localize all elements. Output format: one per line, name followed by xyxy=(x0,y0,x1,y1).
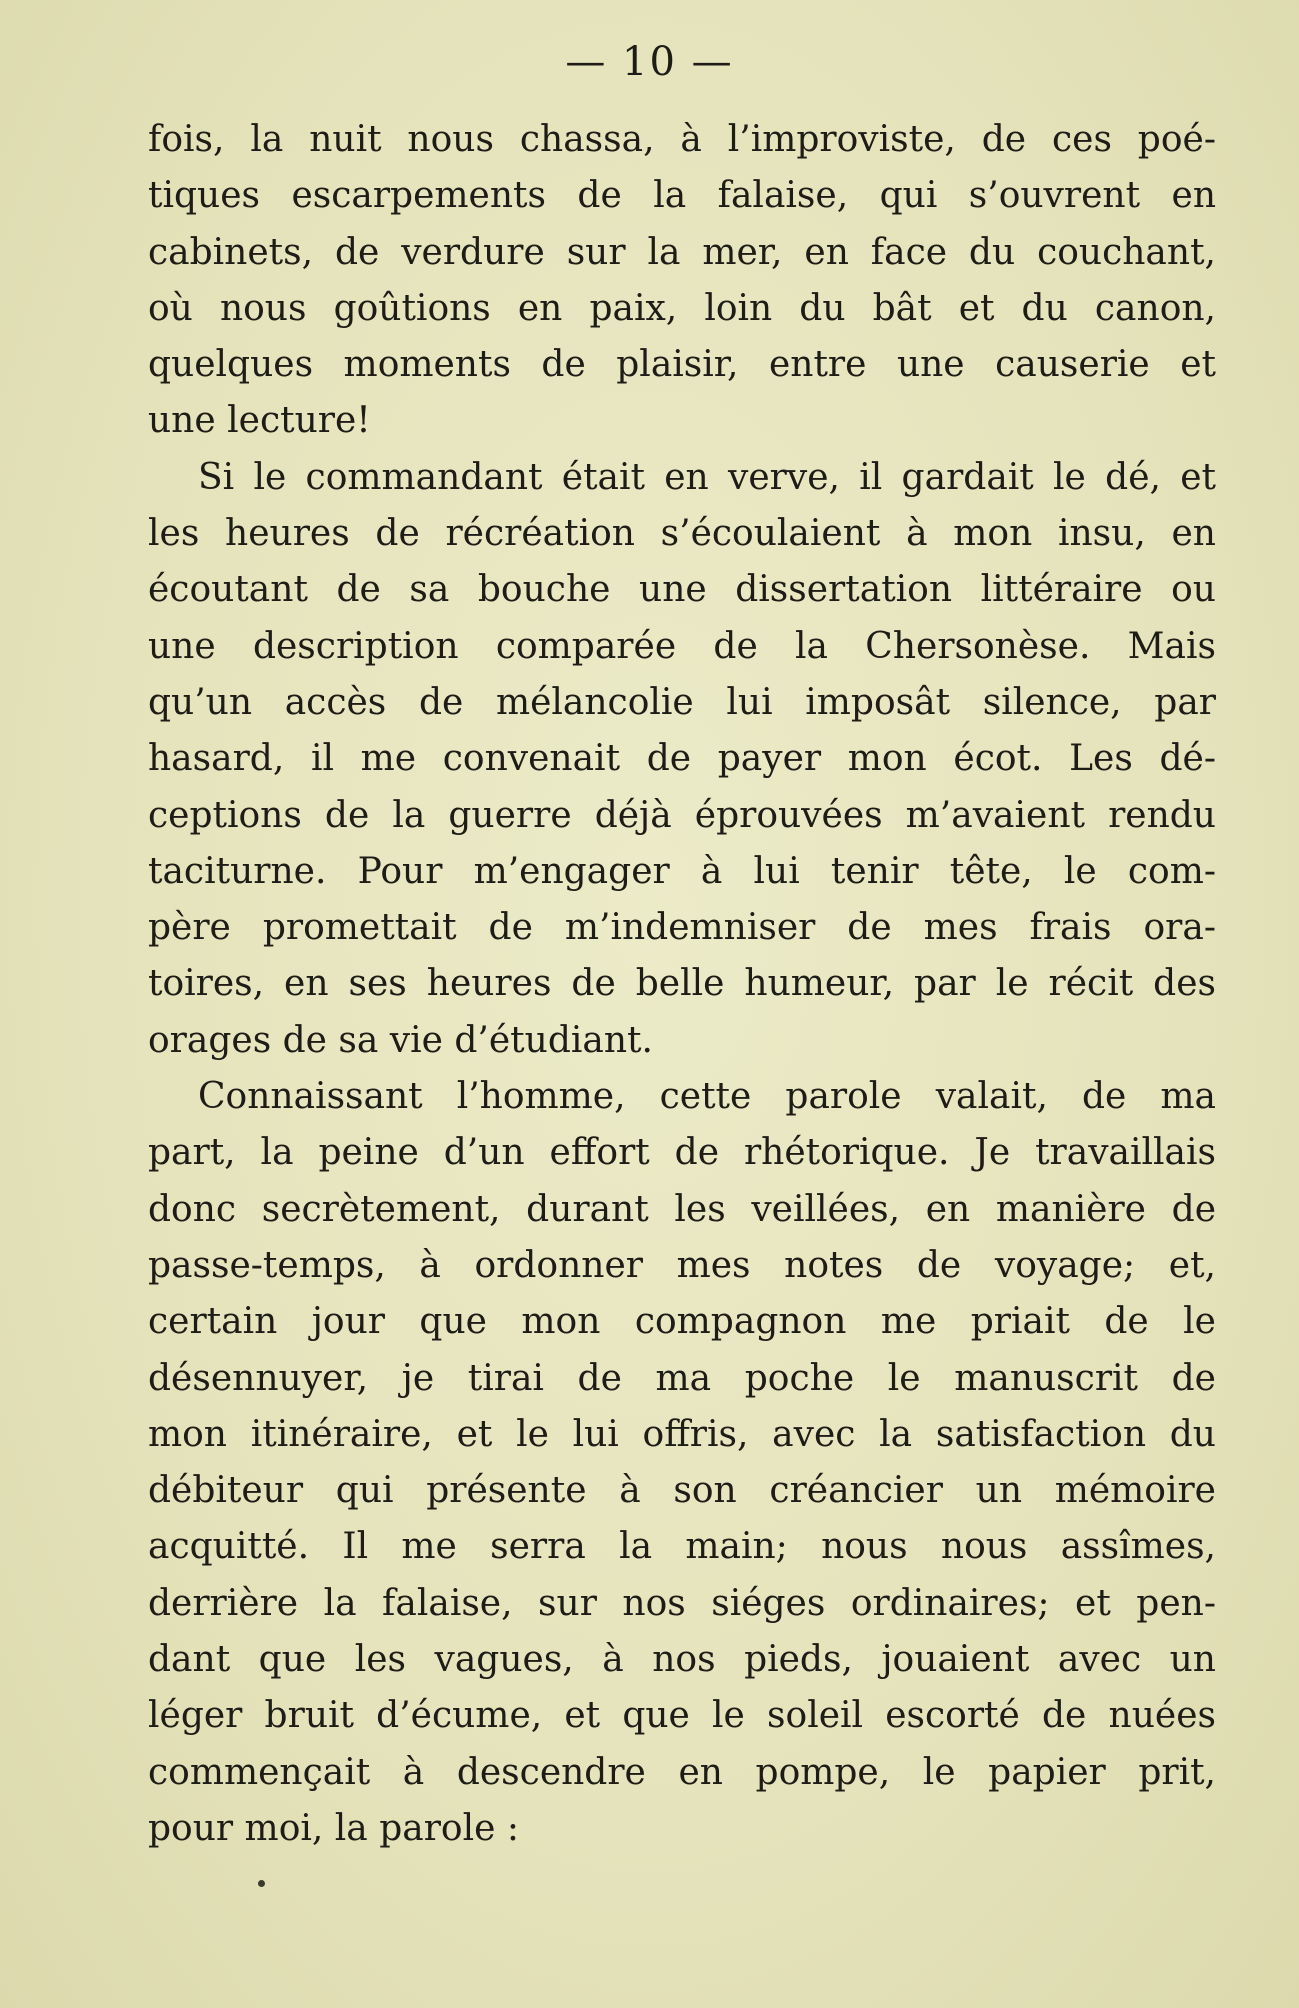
text-line: écoutant de sa bouche une dissertation littéraire ou xyxy=(148,569,1216,611)
body-text xyxy=(148,112,1216,1857)
ink-speck xyxy=(258,1880,265,1887)
text-line: commençait à descendre en pompe, le papier prit, xyxy=(148,1751,1216,1793)
text-line: certain jour que mon compagnon me priait de le xyxy=(148,1301,1216,1343)
text-line: acquitté. Il me serra la main; nous nous assîmes, xyxy=(148,1526,1216,1568)
text-line: Si le commandant était en verve, il gardait le dé, et xyxy=(198,456,1216,498)
text-line: une lecture! xyxy=(148,400,371,442)
text-line: quelques moments de plaisir, entre une causerie et xyxy=(148,344,1216,386)
text-line: une description comparée de la Chersonèse. Mais xyxy=(148,625,1216,667)
text-line: les heures de récréation s’écoulaient à mon insu, en xyxy=(148,513,1216,555)
text-line: cabinets, de verdure sur la mer, en face du couchant, xyxy=(148,231,1216,273)
text-line: part, la peine d’un effort de rhétorique. Je travaillais xyxy=(148,1132,1216,1174)
page-number: — 10 — xyxy=(565,39,734,85)
text-line: taciturne. Pour m’engager à lui tenir tête, le com- xyxy=(148,850,1216,892)
text-line: fois, la nuit nous chassa, à l’improviste, de ces poé- xyxy=(148,119,1216,160)
text-line: donc secrètement, durant les veillées, en manière de xyxy=(148,1188,1216,1230)
text-line: père promettait de m’indemniser de mes frais ora- xyxy=(148,907,1216,949)
text-line: qu’un accès de mélancolie lui imposât silence, par xyxy=(148,681,1216,723)
text-line: où nous goûtions en paix, loin du bât et du canon, xyxy=(148,287,1216,329)
text-line: léger bruit d’écume, et que le soleil escorté de nuées xyxy=(148,1695,1216,1737)
text-line: dant que les vagues, à nos pieds, jouaient avec un xyxy=(148,1639,1216,1681)
text-line: débiteur qui présente à son créancier un mémoire xyxy=(148,1470,1216,1512)
text-line: Connaissant l’homme, cette parole valait, de ma xyxy=(198,1076,1216,1118)
text-line: tiques escarpements de la falaise, qui s’ouvrent en xyxy=(148,175,1216,217)
text-line: derrière la falaise, sur nos siéges ordinaires; et pen- xyxy=(148,1582,1216,1624)
text-line: passe-temps, à ordonner mes notes de voyage; et, xyxy=(148,1244,1216,1286)
text-line: pour moi, la parole : xyxy=(148,1807,519,1849)
text-line: ceptions de la guerre déjà éprouvées m’avaient rendu xyxy=(148,794,1216,836)
text-line: désennuyer, je tirai de ma poche le manuscrit de xyxy=(148,1357,1216,1399)
text-line: toires, en ses heures de belle humeur, par le récit des xyxy=(148,963,1216,1005)
text-line: hasard, il me convenait de payer mon écot. Les dé- xyxy=(148,738,1216,780)
text-line: mon itinéraire, et le lui offris, avec la satisfaction du xyxy=(148,1413,1216,1455)
text-line: orages de sa vie d’étudiant. xyxy=(148,1019,653,1061)
